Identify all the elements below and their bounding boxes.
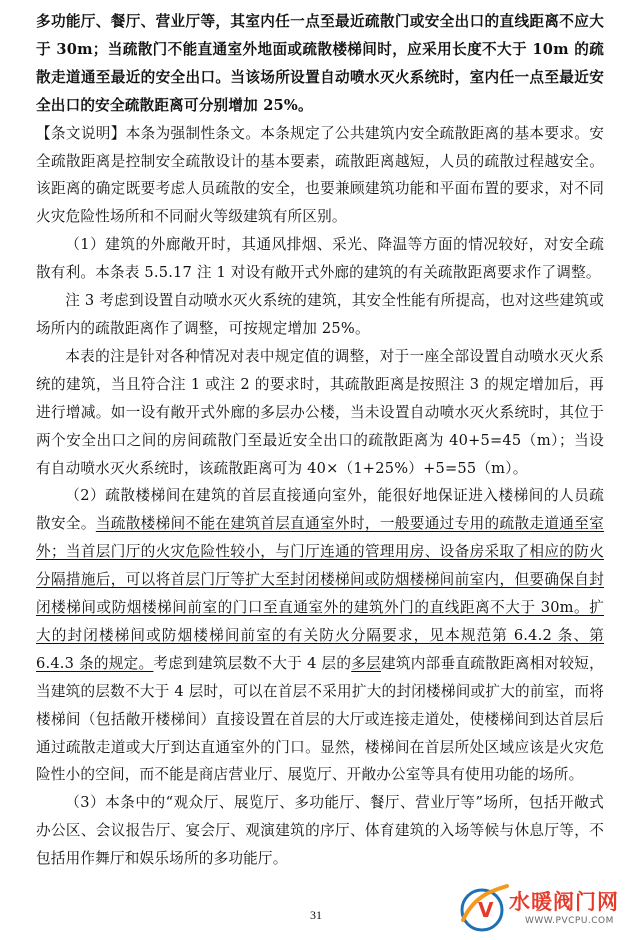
paragraph-explanation: 【条文说明】本条为强制性条文。本条规定了公共建筑内安全疏散距离的基本要求。安全疏散距离是控制安全疏散设计的基本要素，疏散距离越短，人员的疏散过程越安全。该距离的确定既要考虑人员疏散的安全，也要兼顾建筑功能和平面布置的要求，对不同火灾危险性场所和不同耐火等级建筑有所区别。 xyxy=(36,124,604,226)
paragraph-item-2 xyxy=(36,482,604,789)
paragraph-note-3: 注 3 考虑到设置自动喷水灭火系统的建筑，其安全性能有所提高，也对这些建筑或场所内的疏散距离作了调整，可按规定增加 25%。 xyxy=(36,292,604,337)
document-body xyxy=(36,8,604,873)
page-number: 31 xyxy=(310,908,322,922)
paragraph-item-1: （1）建筑的外廊敞开时，其通风排烟、采光、降温等方面的情况较好，对安全疏散有利。本条表 5.5.17 注 1 对设有敞开式外廊的建筑的有关疏散距离要求作了调整。 xyxy=(36,236,604,282)
item-2-underlined-text: 当疏散楼梯间不能在建筑首层直通室外时，一般要通过专用的疏散走道通至室外；当首层门厅的火灾危险性较小，与门厅连通的管理用房、设备房采取了相应的防火分隔措施后，可以将首层门厅等扩大至封闭楼梯间或防烟楼梯间前室内，但要确保自封闭楼梯间或防烟楼梯间前室的门口至直通室外的建筑外门的直线距离不大于 30m。扩大的封闭楼梯间或防烟楼梯间前室的有关防火分隔要求，见本规范第 6.4.2 条、第 6.4.3 条的规定。 xyxy=(36,515,604,672)
watermark xyxy=(455,880,627,936)
paragraph-rule-text: 多功能厅、餐厅、营业厅等，其室内任一点至最近疏散门或安全出口的直线距离不应大于 30m；当疏散门不能直通室外地面或疏散楼梯间时，应采用长度不大于 10m 的疏散走道通至最近的安全出口。当该场所设置自动喷水灭火系统时，室内任一点至最近安全出口的安全疏散距离可分别增加 25%。 xyxy=(36,13,604,114)
item-2-text: 考虑到建筑层数不大于 4 层的 xyxy=(153,654,352,672)
logo-letter: V xyxy=(478,898,494,922)
item-2-underlined-term: 多层 xyxy=(351,654,381,672)
paragraph-table-notes: 本表的注是针对各种情况对表中规定值的调整，对于一座全部设置自动喷水灭火系统的建筑，当且符合注 1 或注 2 的要求时，其疏散距离是按照注 3 的规定增加后，再进行增减。如一设有敞开式外廊的多层办公楼，当未设置自动喷水灭火系统时，其位于两个安全出口之间的房间疏散门至最近安全出口的疏散距离为 40+5=45（m）；当设有自动喷水灭火系统时，该疏散距离可为 40×（1+25%）+5=55（m）。 xyxy=(36,347,604,477)
watermark-brand: 水暖阀门网 xyxy=(509,890,619,914)
item-2-intro: （2）疏散楼梯间在建筑的首层直接通向室外，能很好地保证进入楼梯间的人员疏散安全。 xyxy=(36,487,604,533)
watermark-url: WWW.PVCPU.COM xyxy=(525,916,614,926)
pv-logo-icon xyxy=(455,880,511,936)
item-2-rest: 建筑内部垂直疏散距离相对较短，当建筑的层数不大于 4 层时，可以在首层不采用扩大的封闭楼梯间或扩大的前室，而将楼梯间（包括敞开楼梯间）直接设置在首层的大厅或连接走道处，使楼梯间到达首层后通过疏散走道或大厅到达直通室外的门口。显然，楼梯间在首层所处区域应该是火灾危险性小的空间，而不能是商店营业厅、展览厅、开敞办公室等具有使用功能的场所。 xyxy=(36,654,604,784)
paragraph-item-3: （3）本条中的“观众厅、展览厅、多功能厅、餐厅、营业厅等”场所，包括开敞式办公区、会议报告厅、宴会厅、观演建筑的序厅、体育建筑的入场等候与休息厅等，不包括用作舞厅和娱乐场所的多功能厅。 xyxy=(36,794,604,868)
